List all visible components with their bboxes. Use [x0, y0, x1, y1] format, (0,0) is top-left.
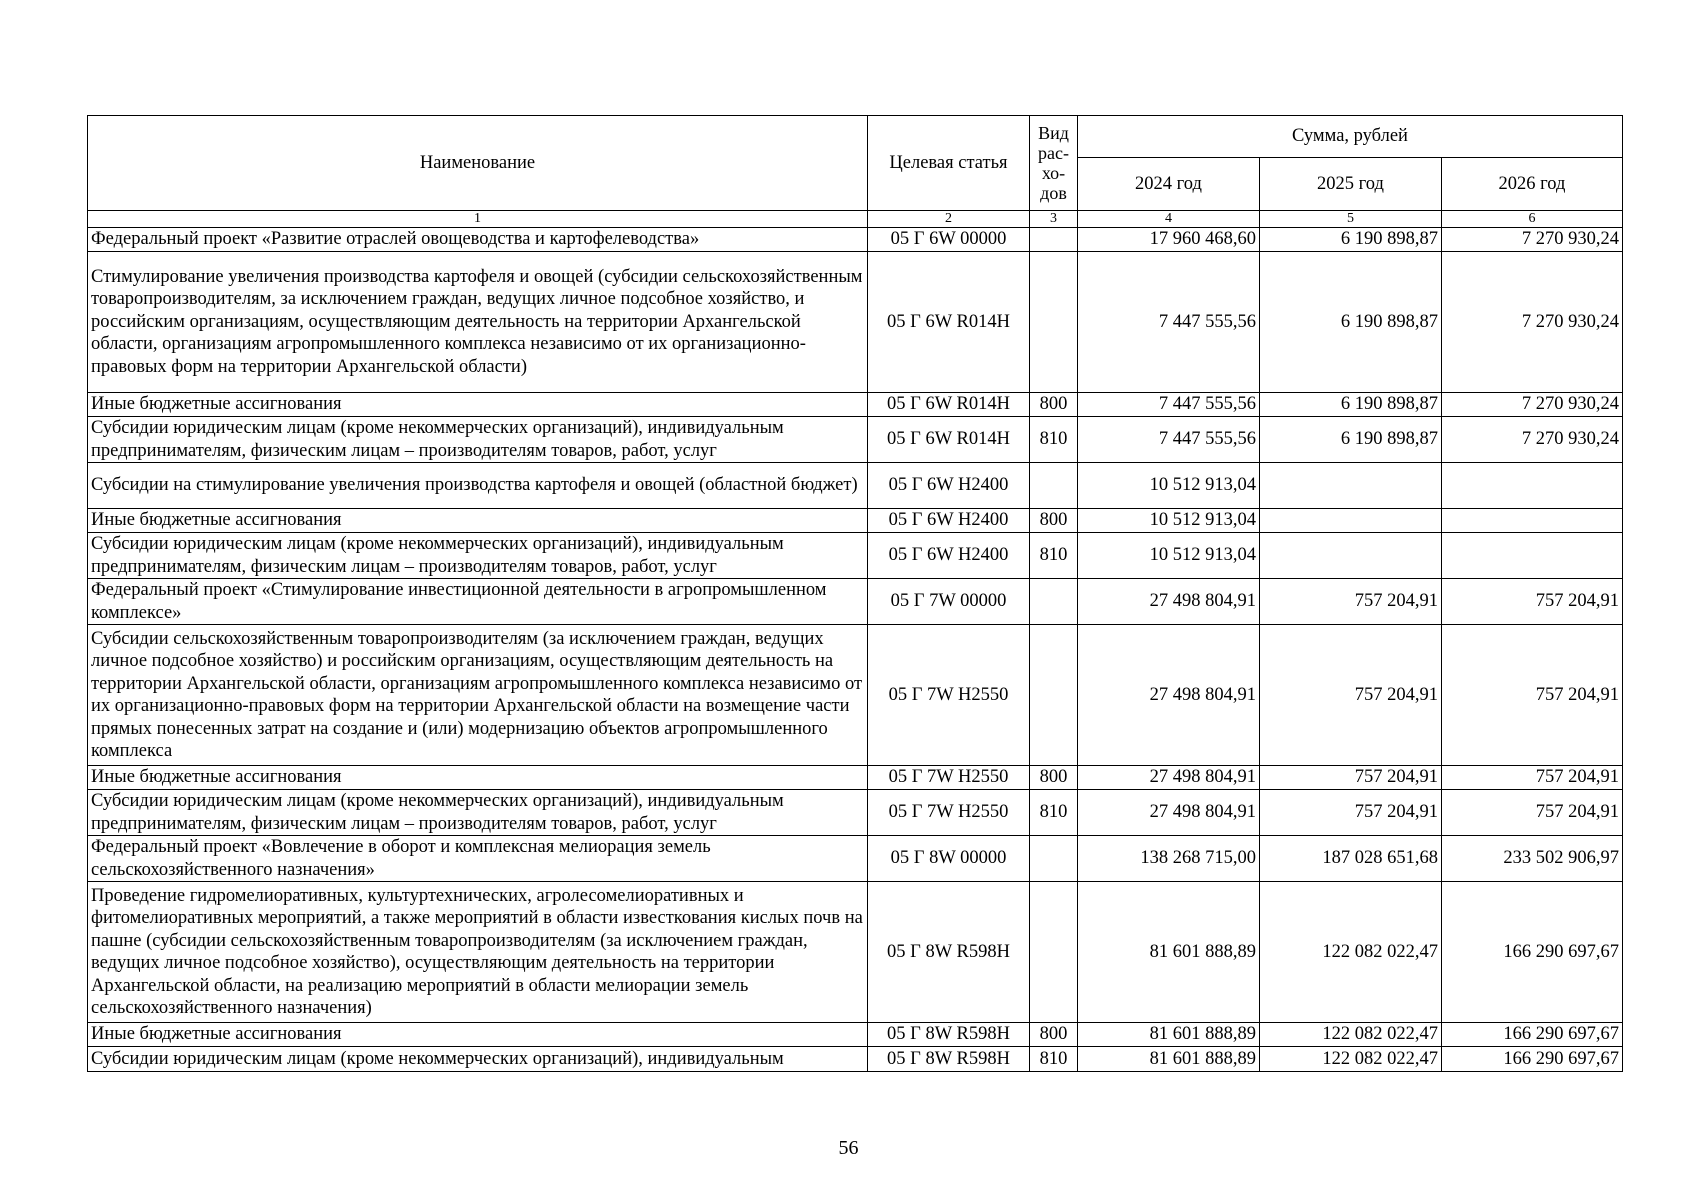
table-row [88, 625, 1623, 766]
row-expense-type [1030, 579, 1078, 625]
row-amount-2025: 122 082 022,47 [1260, 1023, 1442, 1047]
row-amount-2025: 122 082 022,47 [1260, 1047, 1442, 1072]
row-target-article: 05 Г 7W Н2550 [868, 766, 1030, 790]
row-target-article: 05 Г 6W Н2400 [868, 533, 1030, 579]
row-amount-2026: 757 204,91 [1442, 766, 1623, 790]
row-name: Иные бюджетные ассигнования [88, 393, 868, 417]
row-amount-2026: 166 290 697,67 [1442, 1023, 1623, 1047]
header-sum: Сумма, рублей [1078, 116, 1623, 158]
row-amount-2024: 10 512 913,04 [1078, 533, 1260, 579]
header-expense-type: Вид рас-хо-дов [1030, 116, 1078, 211]
row-amount-2025: 757 204,91 [1260, 625, 1442, 766]
row-amount-2026: 7 270 930,24 [1442, 393, 1623, 417]
col-number: 3 [1030, 211, 1078, 228]
row-name: Федеральный проект «Развитие отраслей овощеводства и картофелеводства» [88, 228, 868, 252]
row-name: Проведение гидромелиоративных, культуртехнических, агролесомелиоративных и фитомелиоративных мероприятий, а также мероприятий в области известкования кислых почв на пашне (субсидии сельскохозяйственным товаропроизводителям (за исключением граждан, ведущих личное подсобное хозяйство), осуществляющим деятельность на территории Архангельской области, на реализацию мероприятий в области мелиорации земель сельскохозяйственного назначения) [88, 882, 868, 1023]
row-name: Субсидии юридическим лицам (кроме некоммерческих организаций), индивидуальным предпринимателям, физическим лицам – производителям товаров, работ, услуг [88, 790, 868, 836]
row-name: Субсидии юридическим лицам (кроме некоммерческих организаций), индивидуальным предпринимателям, физическим лицам – производителям товаров, работ, услуг [88, 417, 868, 463]
row-expense-type: 800 [1030, 509, 1078, 533]
row-expense-type [1030, 228, 1078, 252]
row-amount-2024: 27 498 804,91 [1078, 579, 1260, 625]
row-amount-2026 [1442, 533, 1623, 579]
row-target-article: 05 Г 6W R014Н [868, 252, 1030, 393]
row-amount-2025: 757 204,91 [1260, 579, 1442, 625]
row-name: Субсидии на стимулирование увеличения производства картофеля и овощей (областной бюджет) [88, 463, 868, 509]
row-expense-type [1030, 882, 1078, 1023]
table-row [88, 228, 1623, 252]
table-header [88, 116, 1623, 228]
row-amount-2025: 6 190 898,87 [1260, 393, 1442, 417]
row-amount-2024: 17 960 468,60 [1078, 228, 1260, 252]
table-row [88, 579, 1623, 625]
row-amount-2024: 81 601 888,89 [1078, 1023, 1260, 1047]
row-expense-type: 800 [1030, 766, 1078, 790]
row-target-article: 05 Г 7W Н2550 [868, 790, 1030, 836]
table-row [88, 417, 1623, 463]
row-amount-2024: 27 498 804,91 [1078, 625, 1260, 766]
row-target-article: 05 Г 8W R598Н [868, 1023, 1030, 1047]
row-name: Субсидии юридическим лицам (кроме некоммерческих организаций), индивидуальным предпринимателям, физическим лицам – производителям товаров, работ, услуг [88, 533, 868, 579]
budget-table [87, 115, 1623, 1072]
row-amount-2024: 7 447 555,56 [1078, 393, 1260, 417]
row-amount-2026: 757 204,91 [1442, 790, 1623, 836]
col-number: 5 [1260, 211, 1442, 228]
row-amount-2026: 757 204,91 [1442, 625, 1623, 766]
row-amount-2024: 81 601 888,89 [1078, 1047, 1260, 1072]
row-expense-type: 810 [1030, 1047, 1078, 1072]
row-target-article: 05 Г 6W Н2400 [868, 463, 1030, 509]
table-body [88, 228, 1623, 1072]
table-row [88, 252, 1623, 393]
row-target-article: 05 Г 8W 00000 [868, 836, 1030, 882]
row-amount-2024: 7 447 555,56 [1078, 417, 1260, 463]
row-amount-2025 [1260, 533, 1442, 579]
header-target-article: Целевая статья [868, 116, 1030, 211]
row-name: Субсидии сельскохозяйственным товаропроизводителям (за исключением граждан, ведущих личное подсобное хозяйство) и российским организациям, осуществляющим деятельность на территории Архангельской области, организациям агропромышленного комплекса независимо от их организационно-правовых форм на территории Архангельской области на возмещение части прямых понесенных затрат на создание и (или) модернизацию объектов агропромышленного комплекса [88, 625, 868, 766]
row-amount-2026: 166 290 697,67 [1442, 882, 1623, 1023]
table-row [88, 836, 1623, 882]
row-amount-2025: 757 204,91 [1260, 790, 1442, 836]
row-amount-2025: 6 190 898,87 [1260, 417, 1442, 463]
row-name: Стимулирование увеличения производства картофеля и овощей (субсидии сельскохозяйственным товаропроизводителям, за исключением граждан, ведущих личное подсобное хозяйство, и российским организациям, осуществляющим деятельность на территории Архангельской области, организациям агропромышленного комплекса независимо от их организационно-правовых форм на территории Архангельской области) [88, 252, 868, 393]
row-target-article: 05 Г 7W 00000 [868, 579, 1030, 625]
row-target-article: 05 Г 8W R598Н [868, 1047, 1030, 1072]
row-expense-type: 810 [1030, 790, 1078, 836]
row-expense-type [1030, 463, 1078, 509]
row-target-article: 05 Г 6W R014Н [868, 393, 1030, 417]
row-name: Иные бюджетные ассигнования [88, 509, 868, 533]
row-target-article: 05 Г 6W Н2400 [868, 509, 1030, 533]
row-amount-2025: 757 204,91 [1260, 766, 1442, 790]
header-name: Наименование [88, 116, 868, 211]
table-row [88, 509, 1623, 533]
table-row [88, 533, 1623, 579]
row-name: Федеральный проект «Стимулирование инвестиционной деятельности в агропромышленном комплексе» [88, 579, 868, 625]
row-amount-2026: 7 270 930,24 [1442, 228, 1623, 252]
table-row [88, 766, 1623, 790]
row-expense-type: 800 [1030, 1023, 1078, 1047]
row-amount-2026: 757 204,91 [1442, 579, 1623, 625]
row-amount-2026 [1442, 509, 1623, 533]
row-amount-2024: 10 512 913,04 [1078, 509, 1260, 533]
row-amount-2024: 27 498 804,91 [1078, 790, 1260, 836]
row-amount-2025: 6 190 898,87 [1260, 252, 1442, 393]
row-name: Субсидии юридическим лицам (кроме некоммерческих организаций), индивидуальным [88, 1047, 868, 1072]
row-amount-2024: 7 447 555,56 [1078, 252, 1260, 393]
column-numbers-row [88, 211, 1623, 228]
header-year-2024: 2024 год [1078, 158, 1260, 211]
row-amount-2025: 187 028 651,68 [1260, 836, 1442, 882]
row-amount-2025 [1260, 463, 1442, 509]
row-amount-2026 [1442, 463, 1623, 509]
header-year-2025: 2025 год [1260, 158, 1442, 211]
header-year-2026: 2026 год [1442, 158, 1623, 211]
table-row [88, 790, 1623, 836]
col-number: 1 [88, 211, 868, 228]
row-amount-2026: 233 502 906,97 [1442, 836, 1623, 882]
row-expense-type: 810 [1030, 417, 1078, 463]
row-expense-type [1030, 252, 1078, 393]
row-target-article: 05 Г 8W R598Н [868, 882, 1030, 1023]
page-number: 56 [838, 1137, 859, 1159]
row-amount-2024: 10 512 913,04 [1078, 463, 1260, 509]
row-expense-type [1030, 836, 1078, 882]
row-amount-2026: 7 270 930,24 [1442, 417, 1623, 463]
table-row [88, 463, 1623, 509]
table-row [88, 882, 1623, 1023]
row-name: Федеральный проект «Вовлечение в оборот и комплексная мелиорация земель сельскохозяйственного назначения» [88, 836, 868, 882]
row-amount-2025: 6 190 898,87 [1260, 228, 1442, 252]
row-expense-type: 800 [1030, 393, 1078, 417]
col-number: 2 [868, 211, 1030, 228]
row-expense-type: 810 [1030, 533, 1078, 579]
row-target-article: 05 Г 6W R014Н [868, 417, 1030, 463]
row-amount-2024: 27 498 804,91 [1078, 766, 1260, 790]
row-amount-2024: 138 268 715,00 [1078, 836, 1260, 882]
row-amount-2026: 166 290 697,67 [1442, 1047, 1623, 1072]
row-amount-2026: 7 270 930,24 [1442, 252, 1623, 393]
col-number: 4 [1078, 211, 1260, 228]
col-number: 6 [1442, 211, 1623, 228]
row-name: Иные бюджетные ассигнования [88, 1023, 868, 1047]
table-row [88, 393, 1623, 417]
row-amount-2025: 122 082 022,47 [1260, 882, 1442, 1023]
row-target-article: 05 Г 6W 00000 [868, 228, 1030, 252]
row-amount-2025 [1260, 509, 1442, 533]
table-row [88, 1023, 1623, 1047]
row-name: Иные бюджетные ассигнования [88, 766, 868, 790]
row-expense-type [1030, 625, 1078, 766]
table-row [88, 1047, 1623, 1072]
row-target-article: 05 Г 7W Н2550 [868, 625, 1030, 766]
row-amount-2024: 81 601 888,89 [1078, 882, 1260, 1023]
